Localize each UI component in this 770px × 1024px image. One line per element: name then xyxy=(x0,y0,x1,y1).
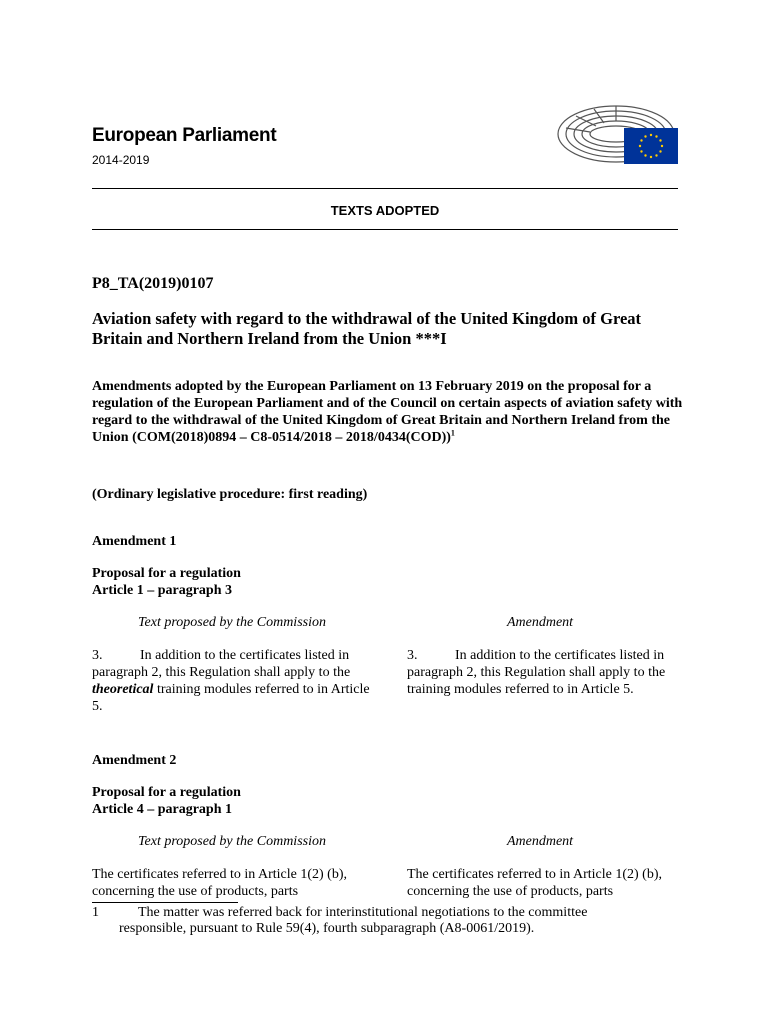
procedure-note: (Ordinary legislative procedure: first reading) xyxy=(92,487,368,502)
amendment-2-article: Article 4 – paragraph 1 xyxy=(92,802,232,817)
amendment-2-proposal: Proposal for a regulation xyxy=(92,785,241,800)
amendment-2-heading: Amendment 2 xyxy=(92,753,177,768)
deleted-text: theoretical xyxy=(92,682,154,697)
footnote-number: 1 xyxy=(92,905,99,920)
paragraph-number: 3. xyxy=(407,648,418,663)
document-summary xyxy=(92,378,692,446)
amendment-1-amended-text xyxy=(407,647,679,698)
footnote-text-line2: responsible, pursuant to Rule 59(4), fourth subparagraph (A8-0061/2019). xyxy=(119,921,535,936)
footnote xyxy=(92,905,692,937)
european-parliament-logo xyxy=(556,98,680,166)
amendment-1-proposal: Proposal for a regulation xyxy=(92,566,241,581)
document-title: Aviation safety with regard to the withdrawal of the United Kingdom of Great Britain and Northern Ireland from the Union ***I xyxy=(92,309,642,348)
header-rule-bottom xyxy=(92,229,678,230)
institution-name: European Parliament xyxy=(92,125,277,146)
summary-text: Amendments adopted by the European Parliament on 13 February 2019 on the proposal for a regulation of the European Parliament and of the Council on certain aspects of aviation safety with regard to the withdrawal of the United Kingdom of Great Britain and Northern Ireland from the Union (COM(2018)0894 – C8-0514/2018 – 2018/0434(COD)) xyxy=(92,379,683,445)
column-header-amendment: Amendment xyxy=(506,615,574,630)
amendment-2-commission-text: The certificates referred to in Article 1(2) (b), concerning the use of products, parts xyxy=(92,867,347,899)
eu-flag-icon xyxy=(624,128,678,164)
footnote-reference[interactable]: 1 xyxy=(450,428,455,438)
amendment-1-heading: Amendment 1 xyxy=(92,534,177,549)
amendment-1-target xyxy=(92,565,241,599)
footnote-separator xyxy=(92,902,238,903)
amendment-2-target xyxy=(92,784,241,818)
column-header-commission: Text proposed by the Commission xyxy=(138,615,326,630)
column-header-commission: Text proposed by the Commission xyxy=(138,834,326,849)
footnote-text-line1: The matter was referred back for interinstitutional negotiations to the committee xyxy=(138,905,588,920)
header-rule-top xyxy=(92,188,678,189)
paragraph-number: 3. xyxy=(92,648,103,663)
amendment-1-article: Article 1 – paragraph 3 xyxy=(92,583,232,598)
column-header-amendment: Amendment xyxy=(506,834,574,849)
parliamentary-term: 2014-2019 xyxy=(92,153,150,167)
text-part: training modules referred to in Article 5. xyxy=(92,682,370,714)
amendment-2-amended-text: The certificates referred to in Article 1(2) (b), concerning the use of products, parts xyxy=(407,867,662,899)
text-part: In addition to the certificates listed in paragraph 2, this Regulation shall apply to the xyxy=(92,648,351,680)
section-heading: TEXTS ADOPTED xyxy=(330,203,440,218)
amendment-1-commission-text xyxy=(92,647,370,715)
text-part: In addition to the certificates listed in paragraph 2, this Regulation shall apply to the training modules referred to in Article 5. xyxy=(407,648,666,697)
document-reference: P8_TA(2019)0107 xyxy=(92,275,214,292)
